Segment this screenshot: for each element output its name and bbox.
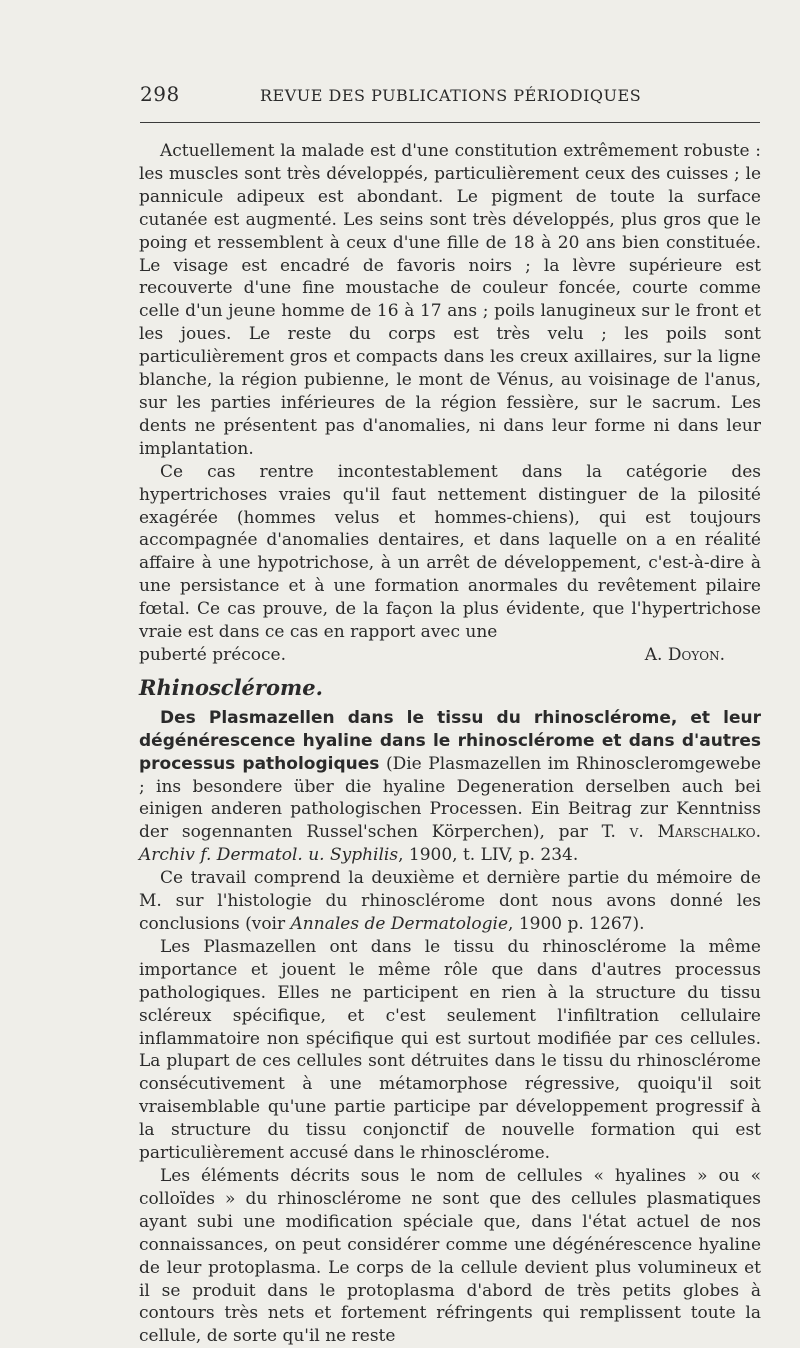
paragraph: Les éléments décrits sous le nom de cellules « hyalines » ou « colloïdes » du rhinosclérome ne sont que des cellules plasmatiques ayant subi une modification spéciale que, dans l'état actuel de nos connaissances, on peut considérer comme une dégénérescence hyaline de leur protoplasma. Le corps de la cellule devient plus volumineux et il se produit dans le protoplasma d'abord de très petits globes à contours très nets et fortement réfringents qui remplissent toute la cellule, de sorte qu'il ne reste	[139, 1165, 761, 1347]
page-number: 298	[140, 82, 180, 106]
signature-line	[139, 644, 761, 667]
paragraph	[139, 867, 761, 936]
paragraph-end: puberté précoce.	[139, 644, 287, 665]
journal-name: Archiv f. Dermatol. u. Syphilis	[139, 845, 399, 866]
paragraph-text: Ce travail comprend la deuxième et dernière partie du mémoire de M. sur l'histologie du rhinosclérome dont nous avons donné les conclusions (voir	[139, 868, 761, 934]
article-title: Des Plasmazellen dans le tissu du rhinosclérome, et leur dégénérescence hyaline dans le rhinosclérome et dans d'autres processus pathologiques	[139, 707, 761, 774]
paragraph-text: , 1900 p. 1267).	[508, 914, 645, 934]
paragraph: Actuellement la malade est d'une constitution extrêmement robuste : les muscles sont très développés, particulièrement ceux des cuisses ; le pannicule adipeux est abondant. Le pigment de toute la surface cutanée est augmenté. Les seins sont très développés, plus gros que le poing et ressemblent à ceux d'une fille de 18 à 20 ans bien constituée. Le visage est encadré de favoris noirs ; la lèvre supérieure est recouverte d'une fine moustache de couleur foncée, courte comme celle d'un jeune homme de 16 à 17 ans ; poils lanugineux sur le front et les joues. Le reste du corps est très velu ; les poils sont particulièrement gros et compacts dans les creux axillaires, sur la ligne blanche, la région pubienne, le mont de Vénus, au voisinage de l'anus, sur les parties inférieures de la région fessière, sur le sacrum. Les dents ne présentent pas d'anomalies, ni dans leur forme ni dans leur implantation.	[139, 141, 761, 459]
article-author: T. v. Marschalko.	[601, 822, 761, 843]
journal-name: Annales de Dermatologie	[290, 914, 509, 934]
paragraph	[139, 461, 761, 644]
paragraph-text: Ce cas rentre incontestablement dans la catégorie des hypertrichoses vraies qu'il faut nettement distinguer de la pilosité exagérée (hommes velus et hommes-chiens), qui est toujours accompagnée d'anomalies dentaires, et dans laquelle on a en réalité affaire à une hypotrichose, à un arrêt de développement, c'est-à-dire à une persistance et à une formation anormales du revêtement pilaire fœtal. Ce cas prouve, de la façon la plus évidente, que l'hypertrichose vraie est dans ce cas en rapport avec une	[139, 461, 761, 643]
header-rule	[140, 122, 760, 123]
paragraph: Les Plasmazellen ont dans le tissu du rhinosclérome la même importance et jouent le même rôle que dans d'autres processus pathologiques. Elles ne participent en rien à la structure du tissu scléreux spécifique, et c'est seulement l'infiltration cellulaire inflammatoire non spécifique qui est surtout modifiée par ces cellules. La plupart de ces cellules sont détruites dans le tissu du rhinosclérome consécutivement à une métamorphose régressive, quoiqu'il soit vraisemblable qu'une partie participe par développement progressif à la structure du tissu conjonctif de nouvelle formation qui est particulièrement accusé dans le rhinosclérome.	[139, 936, 761, 1164]
running-head	[140, 82, 760, 112]
running-title: REVUE DES PUBLICATIONS PÉRIODIQUES	[260, 86, 642, 105]
reference-citation: , 1900, t. LIV, p. 234.	[398, 845, 579, 866]
reference-text: (Die Plasmazellen im Rhinoscleromgewebe ; ins besondere über die hyaline Degeneration derselben auch bei einigen anderen pathologischen Processen. Ein Beitrag zur Kenntniss der sogennanten Russel'schen Körperchen), par	[139, 753, 762, 843]
article-reference	[139, 707, 761, 867]
body-text	[139, 140, 761, 1348]
section-heading: Rhinosclérome.	[139, 674, 323, 700]
signature: A. Doyon.	[644, 644, 725, 665]
